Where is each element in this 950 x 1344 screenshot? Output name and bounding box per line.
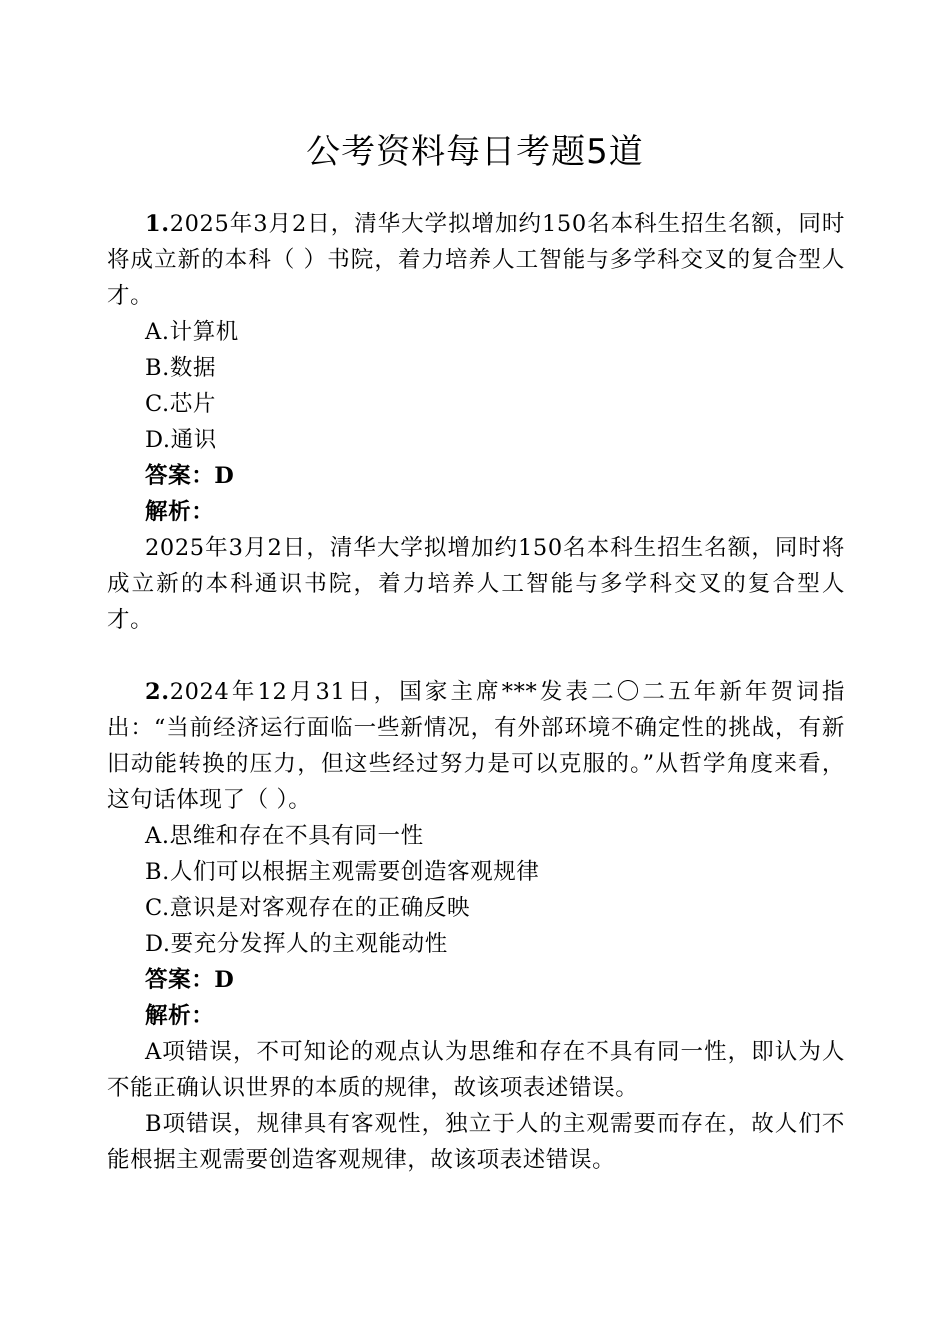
answer-line: 答案：D <box>145 967 235 993</box>
analysis-paragraph: A项错误，不可知论的观点认为思维和存在不具有同一性，即认为人不能正确认识世界的本质的规律，故该项表述错误。 <box>107 1039 845 1101</box>
document-title: 公考资料每日考题5道 <box>306 132 644 172</box>
option-d: D.通识 <box>145 427 217 453</box>
question-stem <box>107 674 845 818</box>
option-b: B.数据 <box>145 355 217 381</box>
question-number: 1. <box>145 211 170 237</box>
question-stem <box>107 206 845 314</box>
option-a: A.思维和存在不具有同一性 <box>145 823 424 849</box>
option-b: B.人们可以根据主观需要创造客观规律 <box>145 859 540 885</box>
question-text: 2024年12月31日，国家主席***发表二〇二五年新年贺词指出：“当前经济运行面临一些新情况，有外部环境不确定性的挑战，有新旧动能转换的压力，但这些经过努力是可以克服的。”从哲学角度来看，这句话体现了（ ）。 <box>107 679 845 813</box>
question-block <box>107 674 845 1178</box>
analysis-paragraph: 2025年3月2日，清华大学拟增加约150名本科生招生名额，同时将成立新的本科通识书院，着力培养人工智能与多学科交叉的复合型人才。 <box>107 535 845 633</box>
question-number: 2. <box>145 679 170 705</box>
question-spacer <box>107 638 845 674</box>
option-c: C.芯片 <box>145 391 216 417</box>
analysis-label: 解析： <box>145 1003 215 1029</box>
document-body <box>107 206 845 1178</box>
analysis-label: 解析： <box>145 499 215 525</box>
answer-line: 答案：D <box>145 463 235 489</box>
option-a: A.计算机 <box>145 319 239 345</box>
analysis-paragraph: B项错误，规律具有客观性，独立于人的主观需要而存在，故人们不能根据主观需要创造客观规律，故该项表述错误。 <box>107 1111 845 1173</box>
option-c: C.意识是对客观存在的正确反映 <box>145 895 471 921</box>
option-d: D.要充分发挥人的主观能动性 <box>145 931 448 957</box>
question-block <box>107 206 845 638</box>
question-text: 2025年3月2日，清华大学拟增加约150名本科生招生名额，同时将成立新的本科（ ）书院，着力培养人工智能与多学科交叉的复合型人才。 <box>107 211 845 309</box>
